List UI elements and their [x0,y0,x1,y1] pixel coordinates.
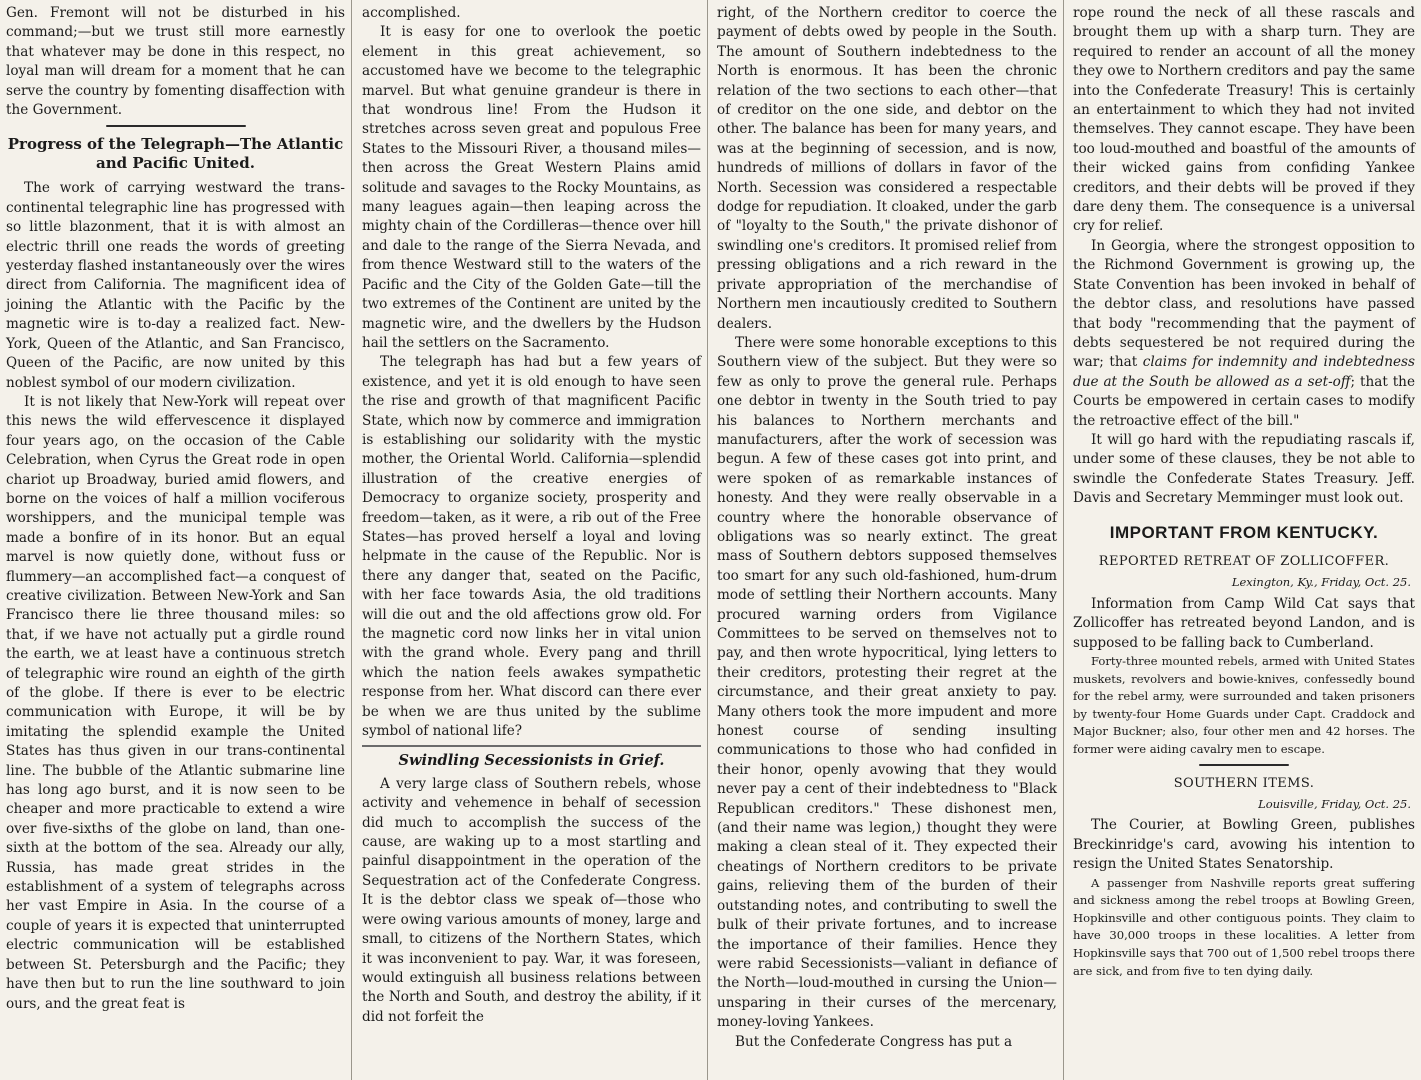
georgia-text-c: ; that the Courts be empowered in certain cases to modify the retroactive effect of the bill." [1073,373,1415,429]
column-3 [711,0,1064,1080]
repudiating-paragraph: It will go hard with the repudiating rascals if, under some of these clauses, they be not able to swindle the Confederate States Treasury. Jeff. Davis and Secretary Memminger must look out. [1073,431,1415,507]
nashville-paragraph: A passenger from Nashville reports great suffering and sickness among the rebel troops at Bowling Green, Hopkinsville and other contiguous points. They claim to have 30,000 troops in these localities. A letter from Hopkinsville says that 700 out of 1,500 rebel troops there are sick, and from five to ten dying daily. [1073,875,1415,978]
georgia-text-a: In Georgia, where the strongest opposition to the Richmond Government is growing up, the State Convention has been invoked in behalf of the debtor class, and resolutions have passed that body "recommending that the payment of debts sequestered be not required during the war; that [1073,237,1415,371]
column-1 [0,0,352,1080]
section-rule [1199,764,1289,766]
georgia-paragraph [1073,237,1415,431]
column-4 [1067,0,1421,1080]
telegraph-paragraph-4: The telegraph has had but a few years of existence, and yet it is old enough to have seen the rise and growth of that magnificent Pacific State, which now by commerce and immigration is establishing our solidarity with the mystic mother, the Oriental World. California—splendid illustration of the creative energies of Democracy to organize society, prosperity and freedom—taken, as it were, a rib out of the Free States—has proved herself a loyal and loving helpmate in the cause of the Republic. Nor is there any danger that, seated on the Pacific, with her face towards Asia, the old traditions will die out and the old affections grow old. For the magnetic cord now links her in vital union with the grand whole. Every pang and thrill which the nation feels awakes sympathetic response from her. What discord can there ever be when we are thus united by the sublime symbol of national life? [362,354,701,740]
courier-paragraph: The Courier, at Bowling Green, publishes Breckinridge's card, avowing his intention to resign the United States Senatorship. [1073,817,1415,873]
swindling-headline: Swindling Secessionists in Grief. [398,752,665,770]
lexington-dateline: Lexington, Ky., Friday, Oct. 25. [1231,575,1411,590]
telegraph-paragraph-3: It is easy for one to overlook the poetic element in this great achievement, so accustomed have we become to the telegraphic marvel. But what genuine grandeur is there in that wondrous line! From the Hudson it stretches across seven great and populous Free States to the Missouri River, a thousand miles—then across the Great Western Plains amid solitude and savages to the Rocky Mountains, as many leagues again—then leaping across the mighty chain of the Cordilleras—thence over hill and dale to the range of the Sierra Nevada, and from thence Westward still to the waters of the Pacific and the City of the Golden Gate—till the two extremes of the Continent are united by the magnetic wire, and the dwellers by the Hudson hail the settlers on the Sacramento. [362,24,701,351]
telegraph-paragraph-2: It is not likely that New-York will repeat over this news the wild effervescence it displayed four years ago, on the occasion of the Cable Celebration, when Cyrus the Great rode in open chariot up Broadway, buried amid flowers, and borne on the voices of half a million vociferous worshippers, and the municipal temple was made a bonfire of in its honor. But an equal marvel is now quietly done, without fuss or flummery—an accomplished fact—a conquest of creative civilization. Between New-York and San Francisco there lie three thousand miles: so that, if we have not actually put a girdle round the earth, we at least have a continuous stretch of telegraphic wire round an eighth of the girth of the globe. If there is ever to be electric communication with Europe, it will be by imitating the splendid example the United States has thus given in our trans-continental line. The bubble of the Atlantic submarine line has long ago burst, and it is now seen to be cheaper and more practicable to extend a wire over five-sixths of the globe on land, than one-sixth at the bottom of the sea. Already our ally, Russia, has made great strides in the establishment of a system of telegraphs across her vast Empire in Asia. In the course of a couple of years it is expected that uninterrupted electric communication will be established between St. Petersburgh and the Pacific; they have then but to run the line southward to join ours, and the great feat is [6,393,345,1012]
swindling-paragraph-4: But the Confederate Congress has put a [735,1033,1013,1050]
southern-items-subhead: SOUTHERN ITEMS. [1173,775,1315,791]
swindling-paragraph-1: A very large class of Southern rebels, whose activity and vehemence in behalf of secession did much to accomplish the success of the cause, are waking up to a most startling and painful disappointment in the operation of the Sequestration act of the Confederate Congress. It is the debtor class we speak of—those who were owing various amounts of money, large and small, to citizens of the Northern States, which it was inconvenient to pay. War, it was foreseen, would extinguish all business relations between the North and South, and destroy the ability, if it did not forfeit the [362,775,701,1025]
column-2 [356,0,708,1080]
swindling-paragraph-3: There were some honorable exceptions to this Southern view of the subject. But they were so few as only to prove the general rule. Perhaps one debtor in twenty in the South tried to pay his balances to Northern merchants and manufacturers, after the work of secession was begun. A few of these cases got into print, and were spoken of as remarkable instances of honesty. And they were really observable in a country where the honorable observance of obligations was so nearly extinct. The great mass of Southern debtors supposed themselves too smart for any such old-fashioned, hum-drum mode of settling their Northern accounts. Many procured warning orders from Vigilance Committees to be served on themselves not to pay, and then wrote hypocritical, lying letters to their creditors, protesting their regret at the circumstance, and their great anxiety to pay. Many others took the more impudent and more honest course of sending insulting communications to those who had confided in their honor, openly avowing that they would never pay a cent of their indebtedness to "Black Republican creditors." These dishonest men, (and their name was legion,) thought they were making a clean steal of it. They expected their cheatings of Northern creditors to be private gains, relieving them of the burden of their outstanding notes, and contributing to swell the bulk of their private fortunes, and to increase the importance of their families. Hence they were rabid Secessionists—valiant in defiance of the North—loud-mouthed in cursing the Union—unsparing in their curses of the mercenary, money-loving Yankees. [717,334,1057,1031]
telegraph-headline: Progress of the Telegraph—The Atlantic and Pacific United. [7,135,344,173]
swindling-paragraph-5: rope round the neck of all these rascals and brought them up with a sharp turn. They are required to render an account of all the money they owe to Northern creditors and pay the same into the Confederate Treasury! This is certainly an entertainment to which they had not invited themselves. They cannot escape. They have been too loud-mouthed and boastful of the amounts of their wicked gains from confiding Yankee creditors, and their debts will be proved if they dare deny them. The consequence is a universal cry for relief. [1073,5,1415,235]
zollicoffer-paragraph: Information from Camp Wild Cat says that Zollicoffer has retreated beyond Landon, and is supposed to be falling back to Cumberland. [1073,595,1415,651]
fremont-paragraph: Gen. Fremont will not be disturbed in his command;—but we trust still more earnestly that whatever may be done in this respect, no loyal man will dream for a moment that he can serve the country by fomenting disaffection with the Government. [6,5,345,119]
zollicoffer-subhead: REPORTED RETREAT OF ZOLLICOFFER. [1098,553,1390,569]
column-rule [106,125,246,127]
mounted-rebels-paragraph: Forty-three mounted rebels, armed with United States muskets, revolvers and bowie-knives, confessedly bound for the rebel army, were surrounded and taken prisoners by twenty-four Home Guards under Capt. Craddock and Major Buckner; also, four other men and 42 horses. The former were aiding cavalry men to escape. [1073,654,1415,756]
louisville-dateline: Louisville, Friday, Oct. 25. [1258,796,1411,811]
telegraph-continued: accomplished. [362,5,461,21]
kentucky-banner: IMPORTANT FROM KENTUCKY. [1109,522,1379,542]
georgia-text-italic: claims for indemnity and indebtedness due at the South be allowed as a set-off [1073,354,1415,390]
telegraph-paragraph-1: The work of carrying westward the trans-continental telegraphic line has progressed with so little blazonment, that it is with almost an electric thrill one reads the words of greeting yesterday flashed instantaneously over the wires direct from California. The magnificent idea of joining the Atlantic with the Pacific by the magnetic wire is to-day a realized fact. New-York, Queen of the Atlantic, and San Francisco, Queen of the Pacific, are now united by this noblest symbol of our modern civilization. [6,180,345,391]
swindling-paragraph-2: right, of the Northern creditor to coerce the payment of debts owed by people in the South. The amount of Southern indebtedness to the North is enormous. It has been the chronic relation of the two sections to each other—that of creditor on the one side, and debtor on the other. The balance has been for many years, and was at the beginning of secession, and is now, hundreds of millions of dollars in favor of the North. Secession was considered a respectable dodge for repudiation. It cloaked, under the garb of "loyalty to the South," the private dishonor of swindling one's creditors. It promised relief from pressing obligations and a rich reward in the private appropriation of the merchandise of Northern men incautiously credited to Southern dealers. [717,5,1057,332]
